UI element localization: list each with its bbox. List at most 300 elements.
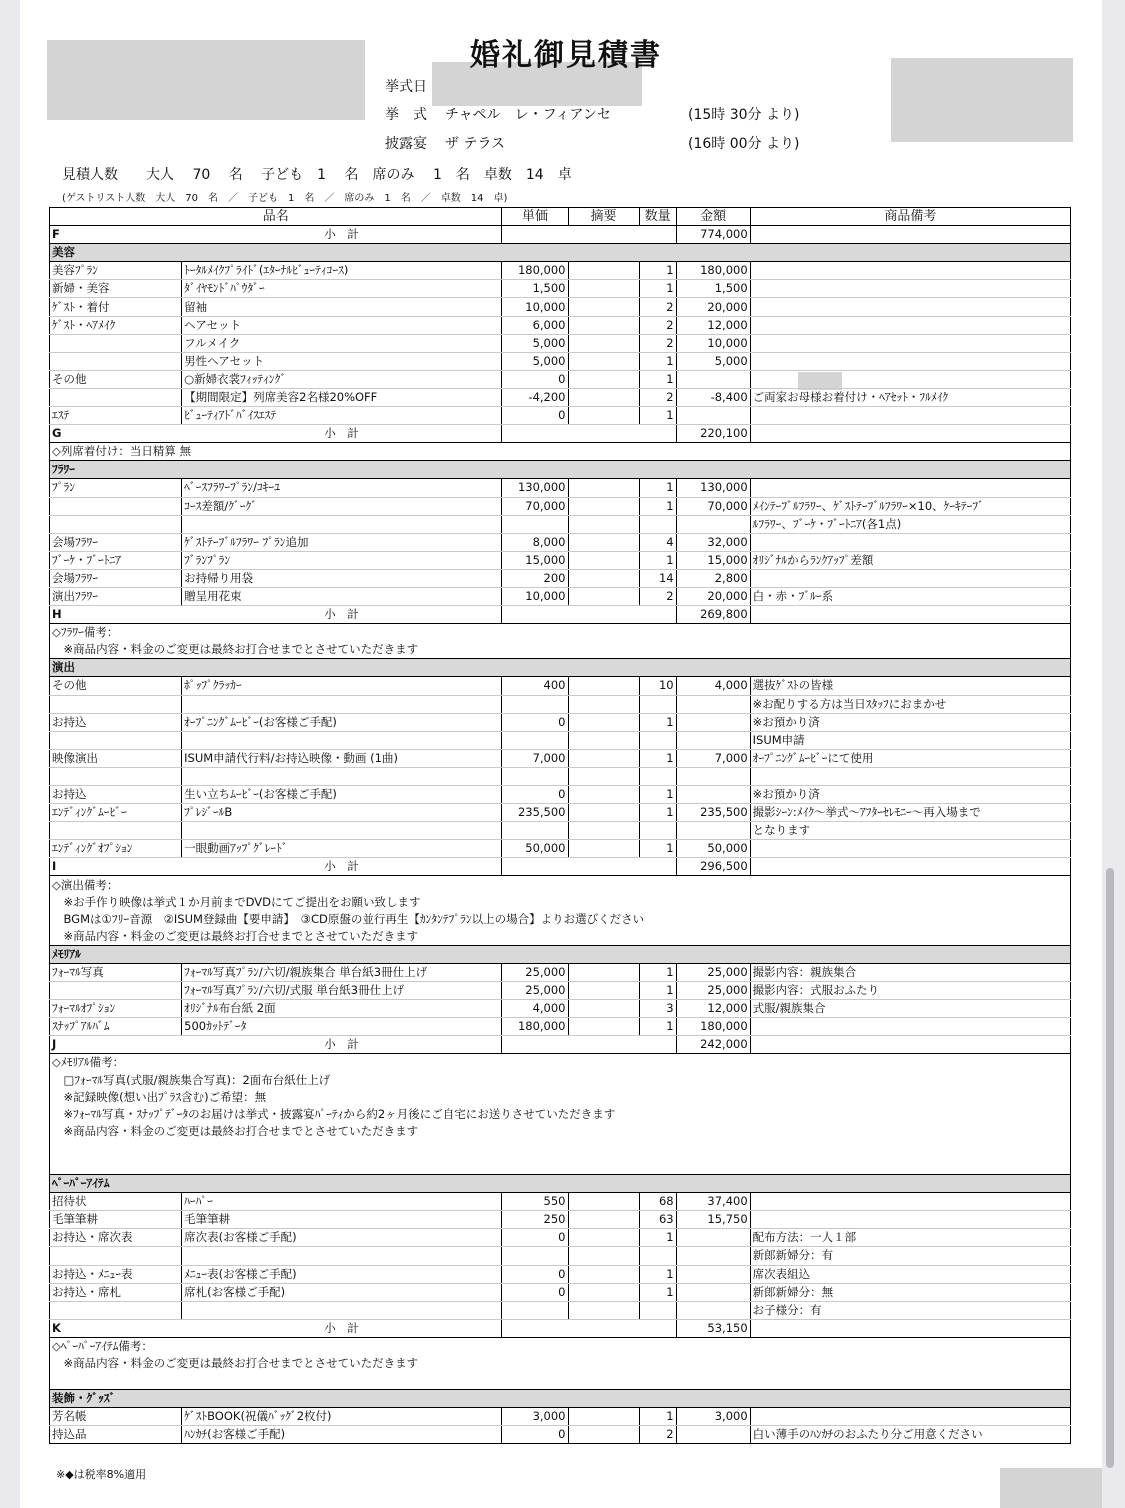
row-unit-price: -4,200	[502, 388, 568, 406]
row-unit-price: 235,500	[502, 804, 568, 822]
row-amount: 5,000	[676, 352, 750, 370]
row-qty	[639, 767, 676, 785]
row-amount	[676, 515, 750, 533]
row-item: 【期間限定】列席美容2名様20%OFF	[182, 388, 502, 406]
table-row	[50, 298, 1071, 316]
table-row	[50, 388, 1071, 406]
row-note	[750, 334, 1070, 352]
subtotal-row-f	[50, 226, 1071, 244]
row-qty: 1	[639, 804, 676, 822]
row-category: 持込品	[50, 1426, 182, 1444]
section-header-row	[50, 1175, 1071, 1193]
row-remarks	[568, 407, 639, 425]
subtotal-amount: 53,150	[676, 1319, 750, 1337]
row-category: お持込・席次表	[50, 1229, 182, 1247]
row-qty: 1	[639, 262, 676, 280]
section-note: ※商品内容・料金のご変更は最終お打合せまでとさせていただきます	[50, 1123, 1071, 1140]
row-qty: 1	[639, 370, 676, 388]
row-unit-price: 180,000	[502, 1018, 568, 1036]
section-note-row	[50, 1372, 1071, 1390]
table-row	[50, 334, 1071, 352]
row-category	[50, 334, 182, 352]
row-note	[750, 1193, 1070, 1211]
section-header-row	[50, 461, 1071, 479]
table-row	[50, 963, 1071, 981]
row-category	[50, 695, 182, 713]
section-note: □ﾌｫｰﾏﾙ写真(式服/親族集合写真)：2面布台紙仕上げ	[50, 1072, 1071, 1089]
row-unit-price	[502, 822, 568, 840]
table-row	[50, 1247, 1071, 1265]
row-category	[50, 497, 182, 515]
row-item: 一眼動画ｱｯﾌﾟｸﾞﾚｰﾄﾞ	[182, 840, 502, 858]
row-remarks	[568, 1426, 639, 1444]
row-item	[182, 1301, 502, 1319]
section-note-row	[50, 894, 1071, 911]
table-row	[50, 695, 1071, 713]
ceremony-venue: チャペル レ・フィアンセ	[445, 107, 611, 123]
row-remarks	[568, 298, 639, 316]
row-remarks	[568, 569, 639, 587]
table-row	[50, 1265, 1071, 1283]
row-category: ﾌｫｰﾏﾙ写真	[50, 963, 182, 981]
subtotal-spacer	[502, 226, 676, 244]
row-amount	[676, 713, 750, 731]
row-note: ﾒｲﾝﾃｰﾌﾞﾙﾌﾗﾜｰ、ｹﾞｽﾄﾃｰﾌﾞﾙﾌﾗﾜｰ×10、ｹｰｷﾃｰﾌﾞ	[750, 497, 1070, 515]
subtotal-note	[750, 606, 1070, 624]
row-category: その他	[50, 370, 182, 388]
section-note	[50, 1140, 1071, 1157]
table-row	[50, 352, 1071, 370]
row-qty	[639, 731, 676, 749]
table-row	[50, 262, 1071, 280]
row-item	[182, 822, 502, 840]
row-unit-price	[502, 731, 568, 749]
row-remarks	[568, 1283, 639, 1301]
row-category: 会場ﾌﾗﾜｰ	[50, 533, 182, 551]
row-remarks	[568, 677, 639, 695]
row-amount	[676, 370, 750, 388]
table-row	[50, 1018, 1071, 1036]
row-note: ※お預かり済	[750, 713, 1070, 731]
row-remarks	[568, 551, 639, 569]
row-category: ｹﾞｽﾄ・ﾍｱﾒｲｸ	[50, 316, 182, 334]
row-note	[750, 1211, 1070, 1229]
row-qty: 1	[639, 1408, 676, 1426]
row-amount: 180,000	[676, 262, 750, 280]
row-qty: 1	[639, 407, 676, 425]
section-note-row	[50, 1106, 1071, 1123]
section-title: ﾌﾗﾜｰ	[50, 461, 1071, 479]
row-category: 芳名帳	[50, 1408, 182, 1426]
row-qty	[639, 822, 676, 840]
section-note-row	[50, 1072, 1071, 1089]
row-remarks	[568, 587, 639, 605]
row-item: 生い立ちﾑｰﾋﾞｰ(お客様ご手配)	[182, 786, 502, 804]
row-remarks	[568, 352, 639, 370]
row-remarks	[568, 822, 639, 840]
row-qty: 2	[639, 1426, 676, 1444]
col-header-unit-price: 単価	[502, 208, 568, 226]
subtotal-row	[50, 606, 1071, 624]
row-qty: 1	[639, 1018, 676, 1036]
row-item: ｵｰﾌﾟﾆﾝｸﾞﾑｰﾋﾞｰ(お客様ご手配)	[182, 713, 502, 731]
row-note: ｵﾘｼﾞﾅﾙからﾗﾝｸｱｯﾌﾟ差額	[750, 551, 1070, 569]
section-header-row	[50, 1390, 1071, 1408]
row-unit-price: 0	[502, 713, 568, 731]
section-title: ﾍﾟｰﾊﾟｰｱｲﾃﾑ	[50, 1175, 1071, 1193]
reception-time: (16時 00分 より)	[688, 136, 800, 152]
row-item: ｵﾘｼﾞﾅﾙ布台紙 2面	[182, 1000, 502, 1018]
row-unit-price: 10,000	[502, 587, 568, 605]
row-qty: 10	[639, 677, 676, 695]
row-note: ※お預かり済	[750, 786, 1070, 804]
subtotal-row	[50, 1319, 1071, 1337]
row-note: 白い薄手のﾊﾝｶﾁのおふたり分ご用意ください	[750, 1426, 1070, 1444]
col-header-qty: 数量	[639, 208, 676, 226]
row-note: 新郎新婦分：有	[750, 1247, 1070, 1265]
estimate-table-body	[50, 208, 1071, 1444]
row-item	[182, 515, 502, 533]
row-category: ﾌﾞｰｹ・ﾌﾞｰﾄﾆｱ	[50, 551, 182, 569]
section-note: ◇列席着付け：当日精算 無	[50, 443, 1071, 461]
table-row	[50, 677, 1071, 695]
section-note: ◇ﾌﾗﾜｰ備考：	[50, 624, 1071, 642]
row-amount	[676, 1301, 750, 1319]
row-category	[50, 767, 182, 785]
row-item: ﾍﾞｰｽﾌﾗﾜｰﾌﾟﾗﾝ/ｺｷｰﾕ	[182, 479, 502, 497]
row-qty: 68	[639, 1193, 676, 1211]
row-note	[750, 840, 1070, 858]
section-note-row	[50, 1140, 1071, 1157]
section-title: 装飾・ｸﾞｯｽﾞ	[50, 1390, 1071, 1408]
row-amount	[676, 1265, 750, 1283]
table-row	[50, 1229, 1071, 1247]
subtotal-row	[50, 425, 1071, 443]
table-row	[50, 767, 1071, 785]
row-unit-price	[502, 695, 568, 713]
row-unit-price: 130,000	[502, 479, 568, 497]
row-remarks	[568, 695, 639, 713]
row-note: 選抜ｹﾞｽﾄの皆様	[750, 677, 1070, 695]
row-note: 撮影内容：式服おふたり	[750, 982, 1070, 1000]
table-row	[50, 515, 1071, 533]
row-remarks	[568, 840, 639, 858]
section-note-row	[50, 1054, 1071, 1072]
section-note: ※ﾌｫｰﾏﾙ写真・ｽﾅｯﾌﾟﾃﾞｰﾀのお届けは挙式・披露宴ﾊﾟｰﾃｨから約2ヶ月後にご自宅にお送りさせていただきます	[50, 1106, 1071, 1123]
section-title: 美容	[50, 244, 1071, 262]
row-note: お子様分：有	[750, 1301, 1070, 1319]
row-item: 席札(お客様ご手配)	[182, 1283, 502, 1301]
row-note: ｵｰﾌﾟﾆﾝｸﾞﾑｰﾋﾞｰにて使用	[750, 749, 1070, 767]
row-amount: 32,000	[676, 533, 750, 551]
row-note	[750, 767, 1070, 785]
subtotal-label: 小 計	[182, 858, 502, 876]
row-amount: 10,000	[676, 334, 750, 352]
row-remarks	[568, 280, 639, 298]
subtotal-amount: 220,100	[676, 425, 750, 443]
row-note	[750, 352, 1070, 370]
redacted-block-left	[47, 40, 365, 120]
row-unit-price: 5,000	[502, 334, 568, 352]
subtotal-amount: 296,500	[676, 858, 750, 876]
row-note: ﾙﾌﾗﾜｰ、ﾌﾞｰｹ・ﾌﾞｰﾄﾆｱ(各1点)	[750, 515, 1070, 533]
row-remarks	[568, 334, 639, 352]
row-note: ご両家お母様お着付け・ﾍｱｾｯﾄ・ﾌﾙﾒｲｸ	[750, 388, 1070, 406]
row-amount	[676, 786, 750, 804]
row-item: ISUM申請代行料/お持込映像・動画 (1曲)	[182, 749, 502, 767]
row-remarks	[568, 786, 639, 804]
redacted-block-bottom	[1000, 1468, 1102, 1508]
subtotal-row	[50, 1036, 1071, 1054]
row-remarks	[568, 767, 639, 785]
row-unit-price: 180,000	[502, 262, 568, 280]
row-amount: 180,000	[676, 1018, 750, 1036]
row-note	[750, 479, 1070, 497]
section-header-row	[50, 244, 1071, 262]
subtotal-row	[50, 858, 1071, 876]
section-note-row	[50, 1123, 1071, 1140]
row-category: ｴｽﾃ	[50, 407, 182, 425]
row-qty: 2	[639, 334, 676, 352]
section-note-row	[50, 1157, 1071, 1175]
section-note-row	[50, 1355, 1071, 1372]
table-row	[50, 1426, 1071, 1444]
row-category: 会場ﾌﾗﾜｰ	[50, 569, 182, 587]
table-row	[50, 533, 1071, 551]
section-note: ◇ﾍﾟｰﾊﾟｰｱｲﾃﾑ備考：	[50, 1337, 1071, 1355]
row-item: ｺｰｽ差額/ｸﾞｰｸﾞ	[182, 497, 502, 515]
row-qty: 4	[639, 533, 676, 551]
row-remarks	[568, 982, 639, 1000]
table-row	[50, 479, 1071, 497]
col-header-amount: 金額	[676, 208, 750, 226]
row-qty	[639, 515, 676, 533]
row-qty: 1	[639, 1229, 676, 1247]
subtotal-label: 小 計	[182, 1036, 502, 1054]
subtotal-note	[750, 425, 1070, 443]
row-unit-price: 0	[502, 1229, 568, 1247]
row-amount	[676, 767, 750, 785]
row-unit-price: 0	[502, 407, 568, 425]
subtotal-code: H	[50, 606, 182, 624]
row-qty: 1	[639, 713, 676, 731]
col-header-remarks: 摘要	[568, 208, 639, 226]
row-category	[50, 515, 182, 533]
row-amount: 25,000	[676, 982, 750, 1000]
table-row	[50, 982, 1071, 1000]
row-note: 式服/親族集合	[750, 1000, 1070, 1018]
section-note: ※商品内容・料金のご変更は最終お打合せまでとさせていただきます	[50, 1355, 1071, 1372]
row-category: ｹﾞｽﾄ・着付	[50, 298, 182, 316]
row-unit-price: 8,000	[502, 533, 568, 551]
row-item: ﾀﾞｲﾔﾓﾝﾄﾞﾊﾟｳﾀﾞｰ	[182, 280, 502, 298]
row-unit-price: 400	[502, 677, 568, 695]
row-amount	[676, 1426, 750, 1444]
row-category: ﾌｫｰﾏﾙｵﾌﾟｼｮﾝ	[50, 1000, 182, 1018]
row-note	[750, 569, 1070, 587]
row-category	[50, 1247, 182, 1265]
row-unit-price: 4,000	[502, 1000, 568, 1018]
row-amount: 12,000	[676, 1000, 750, 1018]
subtotal-spacer	[502, 1036, 676, 1054]
row-remarks	[568, 1193, 639, 1211]
section-note: ※お手作り映像は挙式１か月前までDVDにてご提出をお願い致します	[50, 894, 1071, 911]
row-qty: 2	[639, 388, 676, 406]
row-item: 席次表(お客様ご手配)	[182, 1229, 502, 1247]
section-header-row	[50, 659, 1071, 677]
section-note-row	[50, 1089, 1071, 1106]
row-remarks	[568, 370, 639, 388]
row-note: ISUM申請	[750, 731, 1070, 749]
row-unit-price: 6,000	[502, 316, 568, 334]
row-category: ｴﾝﾃﾞｨﾝｸﾞｵﾌﾟｼｮﾝ	[50, 840, 182, 858]
row-qty: 1	[639, 1265, 676, 1283]
row-qty: 63	[639, 1211, 676, 1229]
row-item: 男性ヘアセット	[182, 352, 502, 370]
row-item: ○新婦衣裳ﾌｨｯﾃｨﾝｸﾞ	[182, 370, 502, 388]
row-amount: 15,000	[676, 551, 750, 569]
row-note: 新郎新婦分：無	[750, 1283, 1070, 1301]
row-amount: 12,000	[676, 316, 750, 334]
table-row	[50, 1211, 1071, 1229]
row-qty: 1	[639, 840, 676, 858]
subtotal-code: J	[50, 1036, 182, 1054]
section-note-row	[50, 876, 1071, 894]
table-row	[50, 551, 1071, 569]
row-note: 白・赤・ﾌﾞﾙｰ系	[750, 587, 1070, 605]
vertical-scrollbar[interactable]	[1106, 868, 1114, 1468]
row-item: フルメイク	[182, 334, 502, 352]
subtotal-note	[750, 858, 1070, 876]
col-header-product-notes: 商品備考	[750, 208, 1070, 226]
row-remarks	[568, 749, 639, 767]
table-row	[50, 280, 1071, 298]
row-qty: 2	[639, 587, 676, 605]
row-note: となります	[750, 822, 1070, 840]
row-category: 新婦・美容	[50, 280, 182, 298]
table-row	[50, 840, 1071, 858]
row-item: ﾊﾝｶﾁ(お客様ご手配)	[182, 1426, 502, 1444]
row-unit-price: 200	[502, 569, 568, 587]
row-unit-price: 0	[502, 1265, 568, 1283]
row-amount: 7,000	[676, 749, 750, 767]
subtotal-amount: 242,000	[676, 1036, 750, 1054]
row-amount	[676, 1229, 750, 1247]
table-row	[50, 1301, 1071, 1319]
section-note-row	[50, 443, 1071, 461]
row-qty: 1	[639, 497, 676, 515]
row-unit-price: 25,000	[502, 963, 568, 981]
row-note	[750, 1018, 1070, 1036]
row-item: ﾎﾟｯﾌﾟｸﾗｯｶｰ	[182, 677, 502, 695]
row-category: ｴﾝﾃﾞｨﾝｸﾞﾑｰﾋﾞｰ	[50, 804, 182, 822]
row-qty: 1	[639, 982, 676, 1000]
row-note: 席次表組込	[750, 1265, 1070, 1283]
row-unit-price	[502, 767, 568, 785]
row-amount	[676, 407, 750, 425]
table-row	[50, 316, 1071, 334]
row-amount	[676, 822, 750, 840]
table-row	[50, 1000, 1071, 1018]
row-item: ﾌｫｰﾏﾙ写真ﾌﾟﾗﾝ/六切/親族集合 単台紙3冊仕上げ	[182, 963, 502, 981]
section-note-row	[50, 928, 1071, 946]
section-note-row	[50, 641, 1071, 659]
row-amount: 37,400	[676, 1193, 750, 1211]
row-amount	[676, 1283, 750, 1301]
row-unit-price	[502, 1247, 568, 1265]
row-remarks	[568, 713, 639, 731]
row-item	[182, 1247, 502, 1265]
section-note: ※記録映像(想い出ﾌﾟﾗｽ含む)ご希望：無	[50, 1089, 1071, 1106]
row-remarks	[568, 262, 639, 280]
row-amount: 130,000	[676, 479, 750, 497]
row-category	[50, 731, 182, 749]
row-amount: 15,750	[676, 1211, 750, 1229]
subtotal-code: G	[50, 425, 182, 443]
subtotal-amount: 269,800	[676, 606, 750, 624]
section-title: ﾒﾓﾘｱﾙ	[50, 945, 1071, 963]
row-note	[750, 298, 1070, 316]
row-remarks	[568, 1265, 639, 1283]
row-item: ﾄｰﾀﾙﾒｲｸﾌﾟﾗｲﾄﾞ(ｴﾀｰﾅﾙﾋﾞｭｰﾃｨｺｰｽ)	[182, 262, 502, 280]
section-note-row	[50, 911, 1071, 928]
row-qty: 1	[639, 1283, 676, 1301]
section-note-row	[50, 1337, 1071, 1355]
row-remarks	[568, 533, 639, 551]
table-row	[50, 749, 1071, 767]
row-qty: 1	[639, 479, 676, 497]
table-row	[50, 1193, 1071, 1211]
section-note-row	[50, 624, 1071, 642]
row-unit-price	[502, 515, 568, 533]
row-item: ﾌﾟﾚｼﾞｰﾙB	[182, 804, 502, 822]
table-row	[50, 407, 1071, 425]
row-amount: 4,000	[676, 677, 750, 695]
table-row	[50, 786, 1071, 804]
row-note	[750, 316, 1070, 334]
row-unit-price: 3,000	[502, 1408, 568, 1426]
row-item: ﾌﾞﾗﾝﾌﾟﾗﾝ	[182, 551, 502, 569]
subtotal-label: 小 計	[182, 606, 502, 624]
row-item: 留袖	[182, 298, 502, 316]
row-remarks	[568, 731, 639, 749]
row-category: 演出ﾌﾗﾜｰ	[50, 587, 182, 605]
row-remarks	[568, 388, 639, 406]
row-item	[182, 767, 502, 785]
row-qty: 1	[639, 749, 676, 767]
section-title: 演出	[50, 659, 1071, 677]
row-amount: 20,000	[676, 587, 750, 605]
section-note	[50, 1157, 1071, 1175]
row-remarks	[568, 515, 639, 533]
row-category: 招待状	[50, 1193, 182, 1211]
row-amount	[676, 731, 750, 749]
row-qty: 14	[639, 569, 676, 587]
row-category	[50, 982, 182, 1000]
table-row	[50, 731, 1071, 749]
row-category	[50, 822, 182, 840]
row-amount: 20,000	[676, 298, 750, 316]
row-remarks	[568, 1247, 639, 1265]
subtotal-note	[750, 1319, 1070, 1337]
table-header-row	[50, 208, 1071, 226]
estimate-table	[49, 207, 1071, 1444]
reception-venue: ザ テラス	[445, 136, 506, 152]
row-note: 配布方法：一人１部	[750, 1229, 1070, 1247]
row-qty: 1	[639, 963, 676, 981]
row-item: 500ｶｯﾄﾃﾞｰﾀ	[182, 1018, 502, 1036]
row-qty: 2	[639, 298, 676, 316]
